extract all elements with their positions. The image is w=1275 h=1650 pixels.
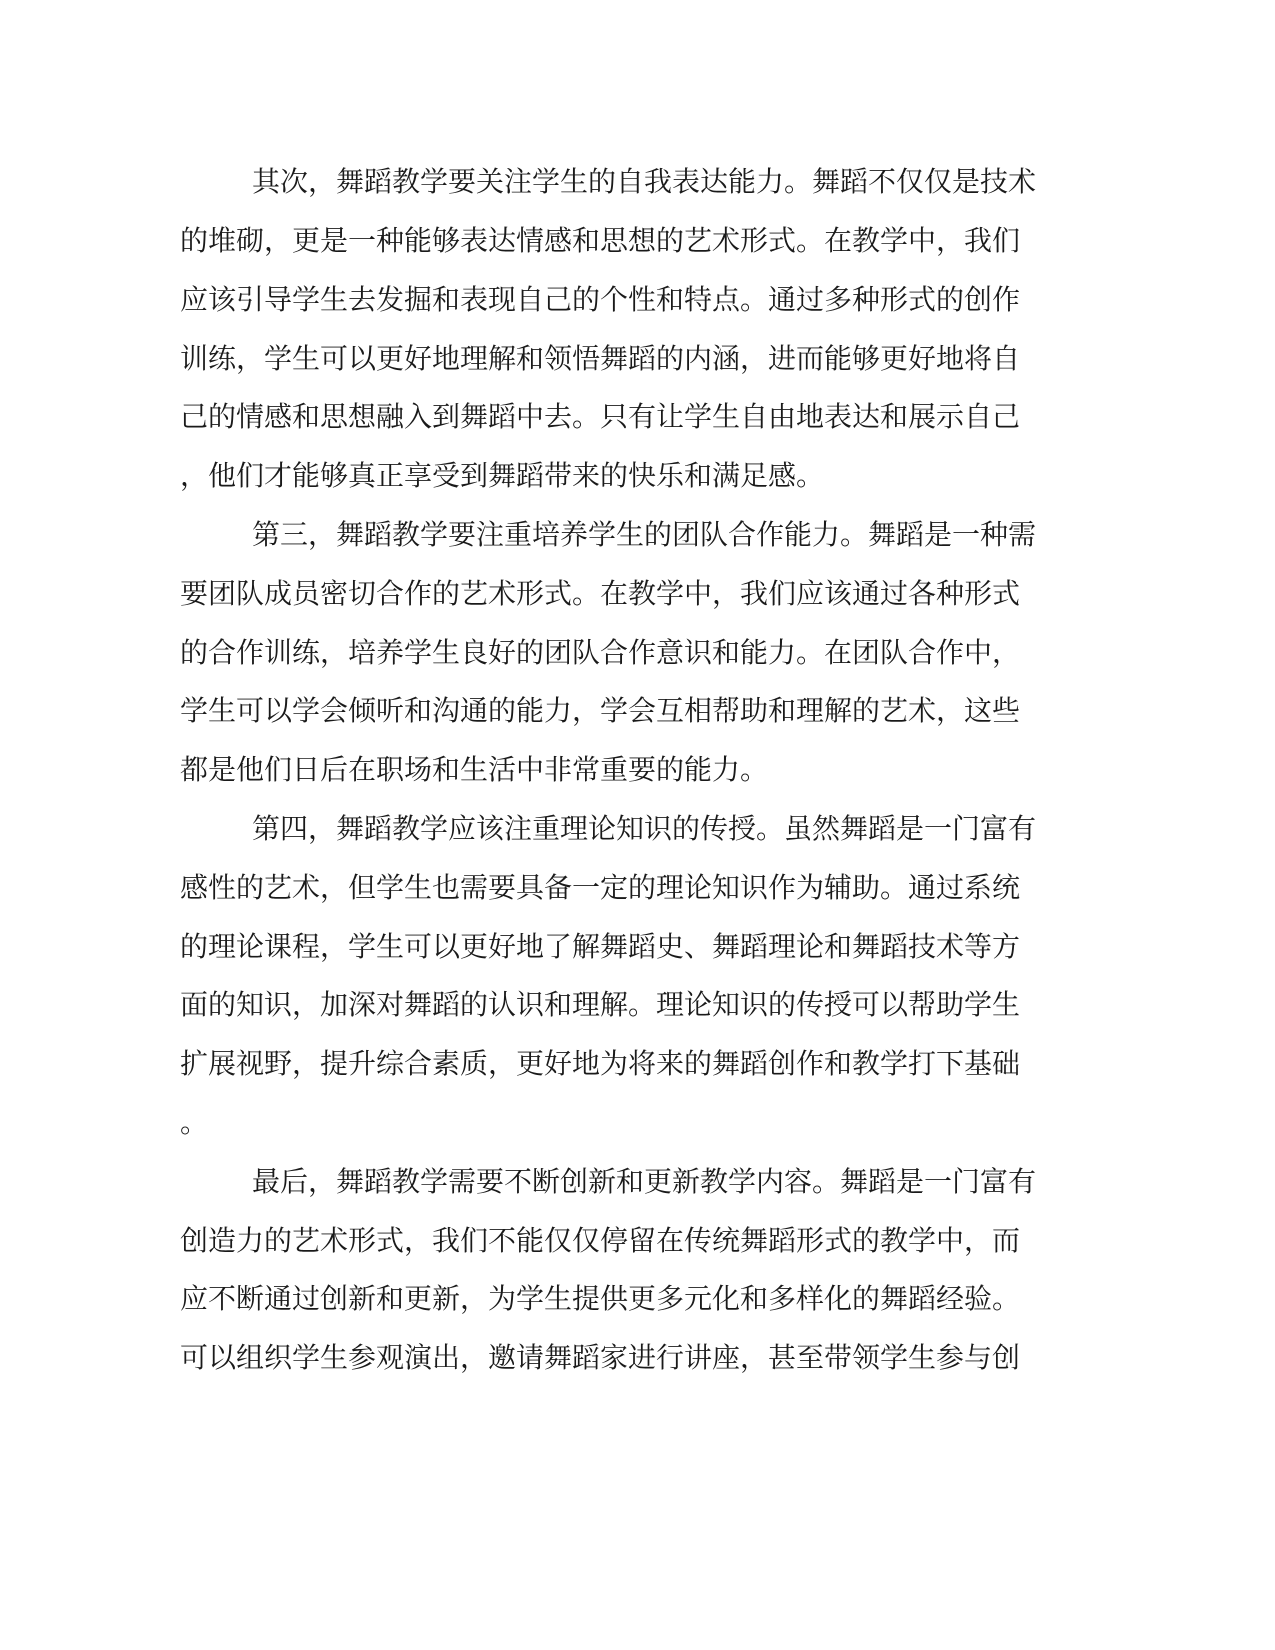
text-line: 的理论课程，学生可以更好地了解舞蹈史、舞蹈理论和舞蹈技术等方: [180, 930, 1021, 963]
text-line: 的堆砌，更是一种能够表达情感和思想的艺术形式。在教学中，我们: [180, 224, 1021, 257]
text-line: 。: [180, 1106, 209, 1139]
text-line: 感性的艺术，但学生也需要具备一定的理论知识作为辅助。通过系统: [180, 871, 1021, 904]
text-line: 扩展视野，提升综合素质，更好地为将来的舞蹈创作和教学打下基础: [180, 1047, 1021, 1080]
text-line: 面的知识，加深对舞蹈的认识和理解。理论知识的传授可以帮助学生: [180, 988, 1021, 1021]
text-line: 其次，舞蹈教学要关注学生的自我表达能力。舞蹈不仅仅是技术: [252, 165, 1037, 198]
text-line: 应不断通过创新和更新，为学生提供更多元化和多样化的舞蹈经验。: [180, 1282, 1021, 1315]
text-line: 可以组织学生参观演出，邀请舞蹈家进行讲座，甚至带领学生参与创: [180, 1341, 1021, 1374]
text-line: 训练，学生可以更好地理解和领悟舞蹈的内涵，进而能够更好地将自: [180, 342, 1021, 375]
text-line: 要团队成员密切合作的艺术形式。在教学中，我们应该通过各种形式: [180, 577, 1021, 610]
text-line: 都是他们日后在职场和生活中非常重要的能力。: [180, 753, 769, 786]
text-line: 最后，舞蹈教学需要不断创新和更新教学内容。舞蹈是一门富有: [252, 1165, 1037, 1198]
text-line: 创造力的艺术形式，我们不能仅仅停留在传统舞蹈形式的教学中，而: [180, 1224, 1021, 1257]
text-line: 第四，舞蹈教学应该注重理论知识的传授。虽然舞蹈是一门富有: [252, 812, 1037, 845]
text-line: ，他们才能够真正享受到舞蹈带来的快乐和满足感。: [180, 459, 825, 492]
text-line: 应该引导学生去发掘和表现自己的个性和特点。通过多种形式的创作: [180, 283, 1021, 316]
text-line: 的合作训练，培养学生良好的团队合作意识和能力。在团队合作中，: [180, 636, 1021, 669]
text-line: 第三，舞蹈教学要注重培养学生的团队合作能力。舞蹈是一种需: [252, 518, 1037, 551]
text-line: 学生可以学会倾听和沟通的能力，学会互相帮助和理解的艺术，这些: [180, 694, 1021, 727]
text-line: 己的情感和思想融入到舞蹈中去。只有让学生自由地表达和展示自己: [180, 400, 1021, 433]
